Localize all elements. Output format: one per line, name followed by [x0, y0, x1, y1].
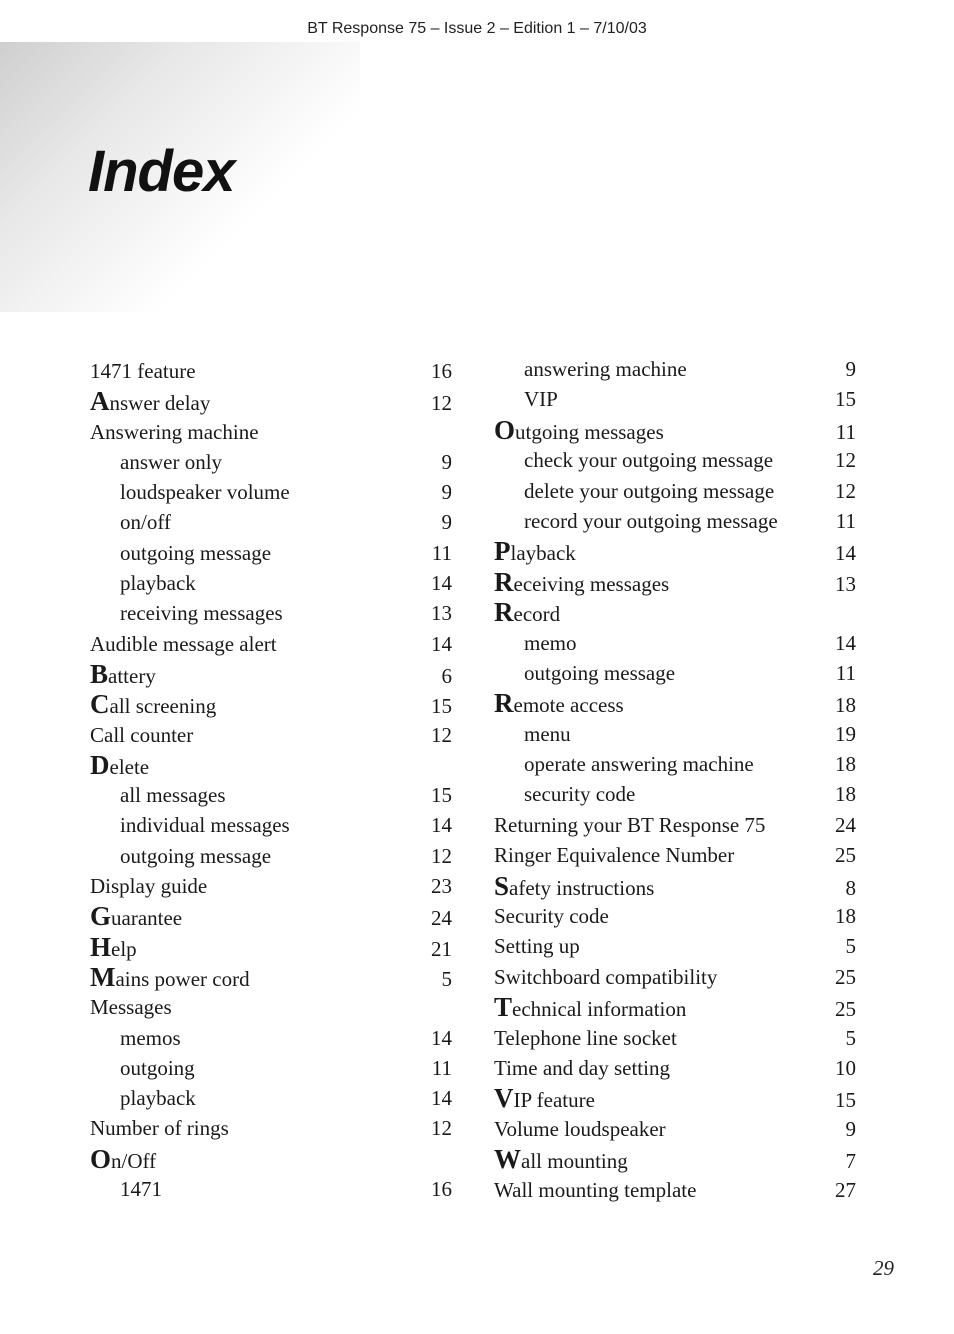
index-term — [90, 386, 210, 418]
index-page-reference: 23 — [431, 874, 452, 899]
index-initial-letter: A — [90, 386, 110, 417]
index-term — [494, 536, 576, 568]
index-entry — [494, 536, 856, 566]
index-term-text: elete — [109, 754, 150, 779]
index-term-text: memos — [120, 1025, 181, 1050]
index-page-reference: 18 — [835, 693, 856, 718]
index-term — [90, 477, 290, 507]
index-term-text: ecord — [513, 602, 561, 627]
index-initial-letter: C — [90, 689, 110, 720]
index-term-text: memo — [524, 630, 577, 655]
index-term — [90, 568, 196, 598]
index-term — [90, 538, 271, 568]
index-initial-letter: H — [90, 931, 112, 962]
index-entry — [90, 750, 452, 780]
index-initial-letter: B — [90, 658, 109, 689]
index-term — [494, 779, 635, 809]
index-term-text: Audible message alert — [90, 631, 277, 656]
index-subentry — [90, 1083, 452, 1113]
index-term — [494, 658, 675, 688]
index-term — [494, 749, 754, 779]
index-entry — [494, 415, 856, 445]
index-term — [494, 354, 687, 384]
index-term-text: outgoing — [120, 1055, 195, 1080]
index-entry — [494, 1175, 856, 1205]
index-subentry — [90, 538, 452, 568]
index-subentry — [90, 810, 452, 840]
index-column-left — [90, 356, 452, 1204]
index-term-text: Time and day setting — [494, 1055, 670, 1080]
index-term — [494, 476, 774, 506]
index-term — [90, 962, 250, 994]
index-page-reference: 15 — [431, 694, 452, 719]
index-term-text: Switchboard compatibility — [494, 964, 718, 989]
index-term-text: IP feature — [513, 1088, 595, 1113]
index-page-reference: 12 — [835, 448, 856, 473]
index-term-text: Display guide — [90, 874, 208, 899]
index-term-text: Security code — [494, 904, 609, 929]
index-entry — [494, 597, 856, 627]
index-term — [90, 629, 277, 659]
index-page-reference: 16 — [431, 1177, 452, 1202]
index-term-text: menu — [524, 721, 571, 746]
index-page-reference: 11 — [431, 1055, 452, 1080]
index-term-text: individual messages — [120, 813, 290, 838]
index-page-reference: 25 — [835, 843, 856, 868]
index-term — [90, 356, 196, 386]
index-term-text: afety instructions — [509, 875, 655, 900]
index-term — [494, 871, 654, 903]
index-initial-letter: O — [494, 414, 516, 445]
index-entry — [90, 992, 452, 1022]
index-page-reference: 11 — [431, 540, 452, 565]
index-subentry — [494, 354, 856, 384]
index-term — [90, 810, 290, 840]
index-term — [90, 871, 207, 901]
index-term-text: Returning your BT Response 75 — [494, 812, 766, 837]
index-subentry — [494, 445, 856, 475]
index-initial-letter: S — [494, 870, 510, 901]
index-term — [494, 567, 669, 599]
index-page-reference: 12 — [431, 1116, 452, 1141]
index-entry — [90, 901, 452, 931]
index-term-text: echnical information — [512, 997, 687, 1022]
index-term — [494, 719, 571, 749]
index-page-reference: 9 — [441, 480, 452, 505]
index-page-reference: 18 — [835, 782, 856, 807]
index-term-text: 1471 feature — [90, 359, 196, 383]
index-term — [494, 415, 664, 447]
index-term — [494, 1175, 696, 1205]
index-subentry — [494, 658, 856, 688]
index-term — [90, 1174, 162, 1204]
index-term — [494, 1144, 628, 1176]
index-term — [494, 628, 577, 658]
index-page-reference: 24 — [431, 906, 452, 931]
index-page-reference: 11 — [835, 508, 856, 533]
index-term — [90, 780, 226, 810]
index-page-reference: 5 — [845, 1025, 856, 1050]
index-term — [494, 506, 778, 536]
index-initial-letter: T — [494, 992, 513, 1023]
index-initial-letter: R — [494, 566, 514, 597]
index-page-reference: 9 — [441, 510, 452, 535]
index-page-reference: 14 — [431, 1086, 452, 1111]
index-subentry — [494, 628, 856, 658]
index-subentry — [90, 507, 452, 537]
index-entry — [494, 567, 856, 597]
index-term — [494, 1083, 595, 1115]
index-page-reference: 5 — [441, 966, 452, 991]
index-term-text: n/Off — [111, 1148, 157, 1173]
index-term — [494, 1053, 670, 1083]
index-term — [90, 659, 156, 691]
index-term-text: all mounting — [521, 1149, 628, 1174]
index-term — [494, 384, 558, 414]
index-term — [494, 1114, 666, 1144]
index-page-reference: 5 — [845, 934, 856, 959]
index-subentry — [90, 568, 452, 598]
index-term — [90, 932, 137, 964]
index-page-reference: 8 — [845, 875, 856, 900]
index-term-text: utgoing messages — [515, 419, 664, 444]
index-page-reference: 15 — [431, 783, 452, 808]
index-subentry — [90, 447, 452, 477]
index-term-text: outgoing message — [120, 540, 272, 565]
index-term — [90, 720, 193, 750]
index-page-reference: 25 — [835, 997, 856, 1022]
index-term — [494, 810, 765, 840]
index-term-text: uarantee — [111, 906, 183, 931]
index-entry — [90, 720, 452, 750]
index-entry — [494, 810, 856, 840]
index-page-reference: 27 — [835, 1177, 856, 1202]
index-term — [494, 901, 609, 931]
index-term-text: Answering machine — [90, 419, 259, 444]
index-page-reference: 11 — [835, 660, 856, 685]
index-subentry — [494, 779, 856, 809]
index-page-reference: 14 — [431, 631, 452, 656]
index-term-text: all messages — [120, 783, 226, 808]
index-term-text: Wall mounting template — [494, 1177, 697, 1202]
index-entry — [494, 1144, 856, 1174]
index-term — [90, 447, 222, 477]
index-term — [494, 840, 734, 870]
index-initial-letter: W — [494, 1144, 521, 1175]
index-page-reference: 9 — [441, 449, 452, 474]
index-subentry — [494, 506, 856, 536]
index-page-reference: 18 — [835, 904, 856, 929]
index-entry — [90, 1144, 452, 1174]
index-term-text: on/off — [120, 510, 171, 535]
index-initial-letter: P — [494, 536, 511, 567]
index-page-reference: 14 — [835, 630, 856, 655]
index-subentry — [90, 477, 452, 507]
index-page-reference: 14 — [835, 541, 856, 566]
index-page-reference: 16 — [431, 359, 452, 383]
index-page-reference: 9 — [845, 1116, 856, 1141]
index-term — [90, 1113, 229, 1143]
index-page-reference: 15 — [835, 1088, 856, 1113]
index-page-reference: 18 — [835, 752, 856, 777]
index-term — [494, 992, 686, 1024]
index-page-reference: 15 — [835, 387, 856, 412]
index-page-reference: 7 — [845, 1149, 856, 1174]
index-page-reference: 14 — [431, 813, 452, 838]
index-entry — [90, 659, 452, 689]
index-term — [494, 445, 773, 475]
index-entry — [494, 992, 856, 1022]
index-subentry — [494, 384, 856, 414]
index-page-reference: 11 — [835, 419, 856, 444]
index-term — [494, 597, 560, 629]
index-page-reference: 19 — [835, 721, 856, 746]
index-term — [90, 689, 216, 721]
index-term — [90, 1144, 156, 1176]
index-term-text: attery — [108, 663, 156, 688]
index-column-right — [494, 354, 856, 1205]
index-subentry — [90, 841, 452, 871]
index-entry — [494, 1114, 856, 1144]
index-initial-letter: O — [90, 1143, 112, 1174]
index-initial-letter: R — [494, 597, 514, 628]
index-page-reference: 12 — [835, 478, 856, 503]
index-term-text: Number of rings — [90, 1116, 229, 1141]
index-entry — [90, 386, 452, 416]
index-initial-letter: G — [90, 901, 112, 932]
index-initial-letter: M — [90, 961, 116, 992]
index-term-text: Call counter — [90, 722, 194, 747]
index-entry — [90, 871, 452, 901]
index-term — [494, 688, 624, 720]
index-term-text: elp — [111, 936, 137, 961]
index-term-text: 1471 — [120, 1177, 162, 1202]
index-entry — [90, 932, 452, 962]
index-subentry — [90, 1023, 452, 1053]
index-term — [90, 507, 171, 537]
index-term — [494, 962, 717, 992]
index-term-text: layback — [510, 541, 576, 566]
index-term — [90, 1023, 181, 1053]
index-term-text: record your outgoing message — [524, 508, 778, 533]
index-page-reference: 12 — [431, 843, 452, 868]
index-term-text: eceiving messages — [513, 571, 670, 596]
index-entry — [90, 689, 452, 719]
index-entry — [494, 1053, 856, 1083]
index-page-reference: 21 — [431, 936, 452, 961]
index-term-text: check your outgoing message — [524, 448, 774, 473]
index-subentry — [494, 719, 856, 749]
index-entry — [494, 688, 856, 718]
index-term — [90, 841, 271, 871]
index-term-text: answering machine — [524, 357, 687, 381]
index-term — [90, 417, 259, 447]
index-initial-letter: R — [494, 688, 514, 719]
index-entry — [494, 931, 856, 961]
index-term-text: answer only — [120, 449, 223, 474]
index-term-text: receiving messages — [120, 601, 283, 626]
index-page-reference: 9 — [845, 357, 856, 381]
index-initial-letter: D — [90, 749, 110, 780]
index-entry — [494, 962, 856, 992]
index-entry — [90, 629, 452, 659]
index-term — [90, 1083, 196, 1113]
index-term-text: Messages — [90, 995, 172, 1020]
index-entry — [494, 1023, 856, 1053]
index-term — [90, 750, 149, 782]
index-entry — [494, 1083, 856, 1113]
index-entry — [494, 871, 856, 901]
page-number: 29 — [873, 1256, 894, 1280]
index-term-text: Telephone line socket — [494, 1025, 677, 1050]
index-entry — [90, 417, 452, 447]
index-page-reference: 12 — [431, 722, 452, 747]
index-page-reference: 24 — [835, 812, 856, 837]
index-entry — [90, 356, 452, 386]
index-entry — [494, 901, 856, 931]
index-page-reference: 13 — [835, 571, 856, 596]
index-entry — [90, 1113, 452, 1143]
index-term-text: emote access — [513, 693, 624, 718]
index-term-text: Setting up — [494, 934, 580, 959]
index-term-text: playback — [120, 1086, 196, 1111]
index-page-reference: 14 — [431, 1025, 452, 1050]
index-page-reference: 13 — [431, 601, 452, 626]
index-term — [494, 931, 580, 961]
index-term-text: delete your outgoing message — [524, 478, 775, 503]
index-term-text: Ringer Equivalence Number — [494, 843, 735, 868]
index-term-text: playback — [120, 571, 196, 596]
running-header: BT Response 75 – Issue 2 – Edition 1 – 7/10/03 — [307, 20, 647, 37]
index-term — [90, 1053, 195, 1083]
index-subentry — [90, 780, 452, 810]
index-term-text: operate answering machine — [524, 752, 754, 777]
index-term — [90, 598, 283, 628]
index-term-text: security code — [524, 782, 636, 807]
index-term — [90, 901, 182, 933]
index-initial-letter: V — [494, 1083, 514, 1114]
index-entry — [90, 962, 452, 992]
index-term — [90, 992, 172, 1022]
page-title: Index — [88, 139, 235, 204]
index-subentry — [90, 1174, 452, 1204]
index-term-text: loudspeaker volume — [120, 480, 290, 505]
index-page-reference: 25 — [835, 964, 856, 989]
index-subentry — [494, 749, 856, 779]
index-term — [494, 1023, 677, 1053]
index-subentry — [494, 476, 856, 506]
index-page-reference: 10 — [835, 1055, 856, 1080]
index-entry — [494, 840, 856, 870]
index-term-text: ains power cord — [115, 966, 250, 991]
index-term-text: Volume loudspeaker — [494, 1116, 666, 1141]
index-page-reference: 12 — [431, 391, 452, 416]
index-page-reference: 6 — [441, 663, 452, 688]
index-term-text: all screening — [109, 694, 217, 719]
index-subentry — [90, 598, 452, 628]
index-term-text: outgoing message — [120, 843, 272, 868]
index-subentry — [90, 1053, 452, 1083]
index-page-reference: 14 — [431, 571, 452, 596]
index-term-text: nswer delay — [109, 391, 211, 416]
index-term-text: VIP — [524, 387, 558, 412]
index-term-text: outgoing message — [524, 660, 676, 685]
